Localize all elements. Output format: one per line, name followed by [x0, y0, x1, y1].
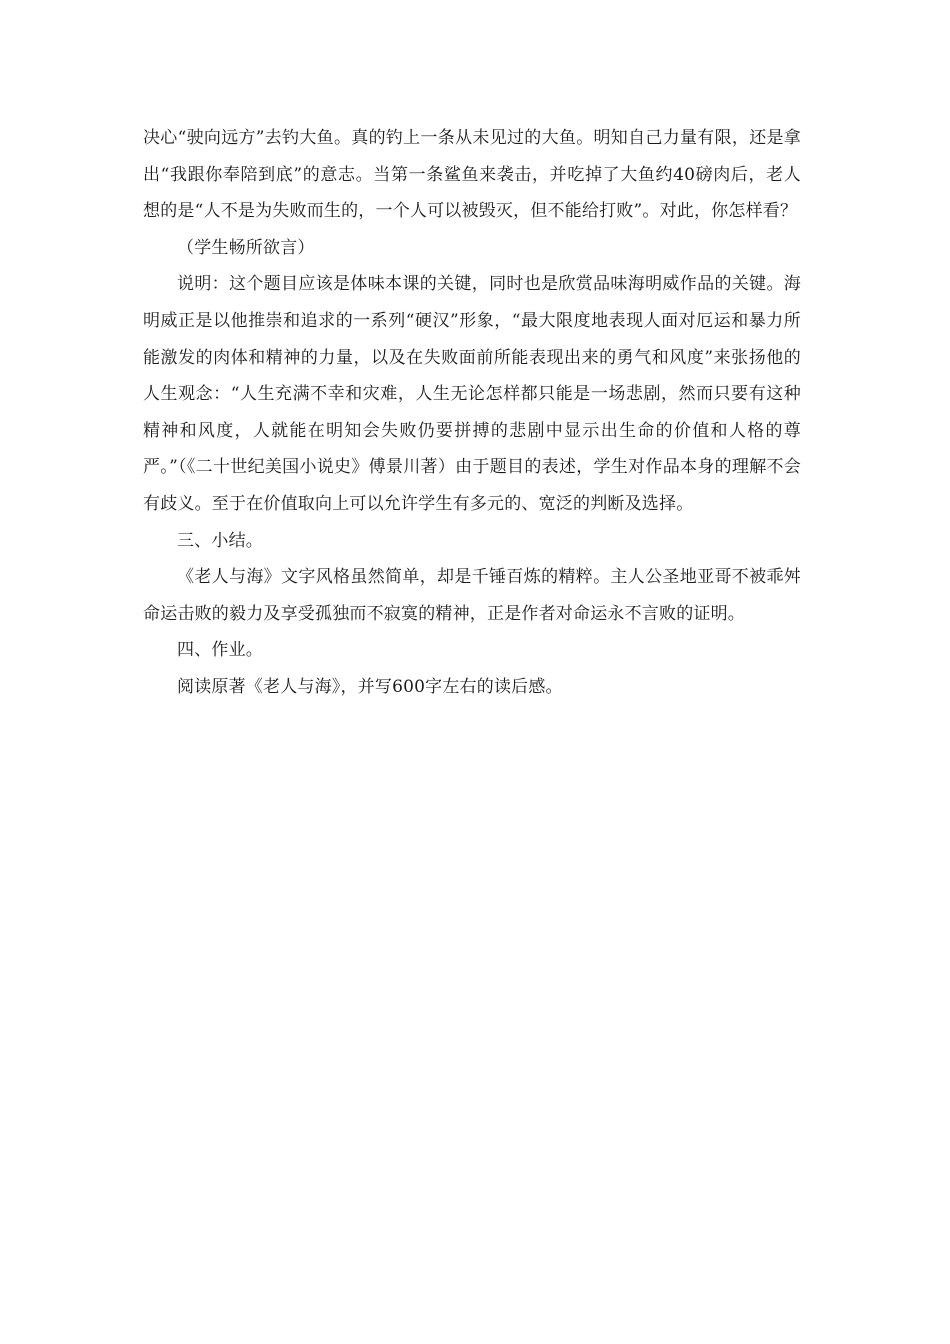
paragraph-continuation: 决心“驶向远方”去钓大鱼。真的钓上一条从未见过的大鱼。明知自己力量有限，还是拿出“我跟你奉陪到底”的意志。当第一条鲨鱼来袭击，并吃掉了大鱼约40磅肉后，老人想的是“人不是为失败而生的，一个人可以被毁灭，但不能给打败”。对此，你怎样看？	[143, 128, 801, 222]
paragraph-student-response: （学生畅所欲言）	[177, 237, 315, 258]
section-heading-summary: 三、小结。	[177, 530, 263, 551]
paragraph-homework: 阅读原著《老人与海》，并写600字左右的读后感。	[177, 676, 563, 697]
document-body	[143, 120, 801, 706]
paragraph-summary: 《老人与海》文字风格虽然简单，却是千锤百炼的精粹。主人公圣地亚哥不被乖舛命运击败的毅力及享受孤独而不寂寞的精神，正是作者对命运永不言败的证明。	[143, 567, 801, 624]
paragraph-explanation: 说明：这个题目应该是体味本课的关键，同时也是欣赏品味海明威作品的关键。海明威正是以他推崇和追求的一系列“硬汉”形象，“最大限度地表现人面对厄运和暴力所能激发的肉体和精神的力量，以及在失败面前所能表现出来的勇气和风度”来张扬他的人生观念：“人生充满不幸和灾难，人生无论怎样都只能是一场悲剧，然而只要有这种精神和风度，人就能在明知会失败仍要拼搏的悲剧中显示出生命的价值和人格的尊严。”（《二十世纪美国小说史》傅景川著）由于题目的表述，学生对作品本身的理解不会有歧义。至于在价值取向上可以允许学生有多元的、宽泛的判断及选择。	[143, 274, 801, 514]
section-heading-homework: 四、作业。	[177, 640, 263, 661]
